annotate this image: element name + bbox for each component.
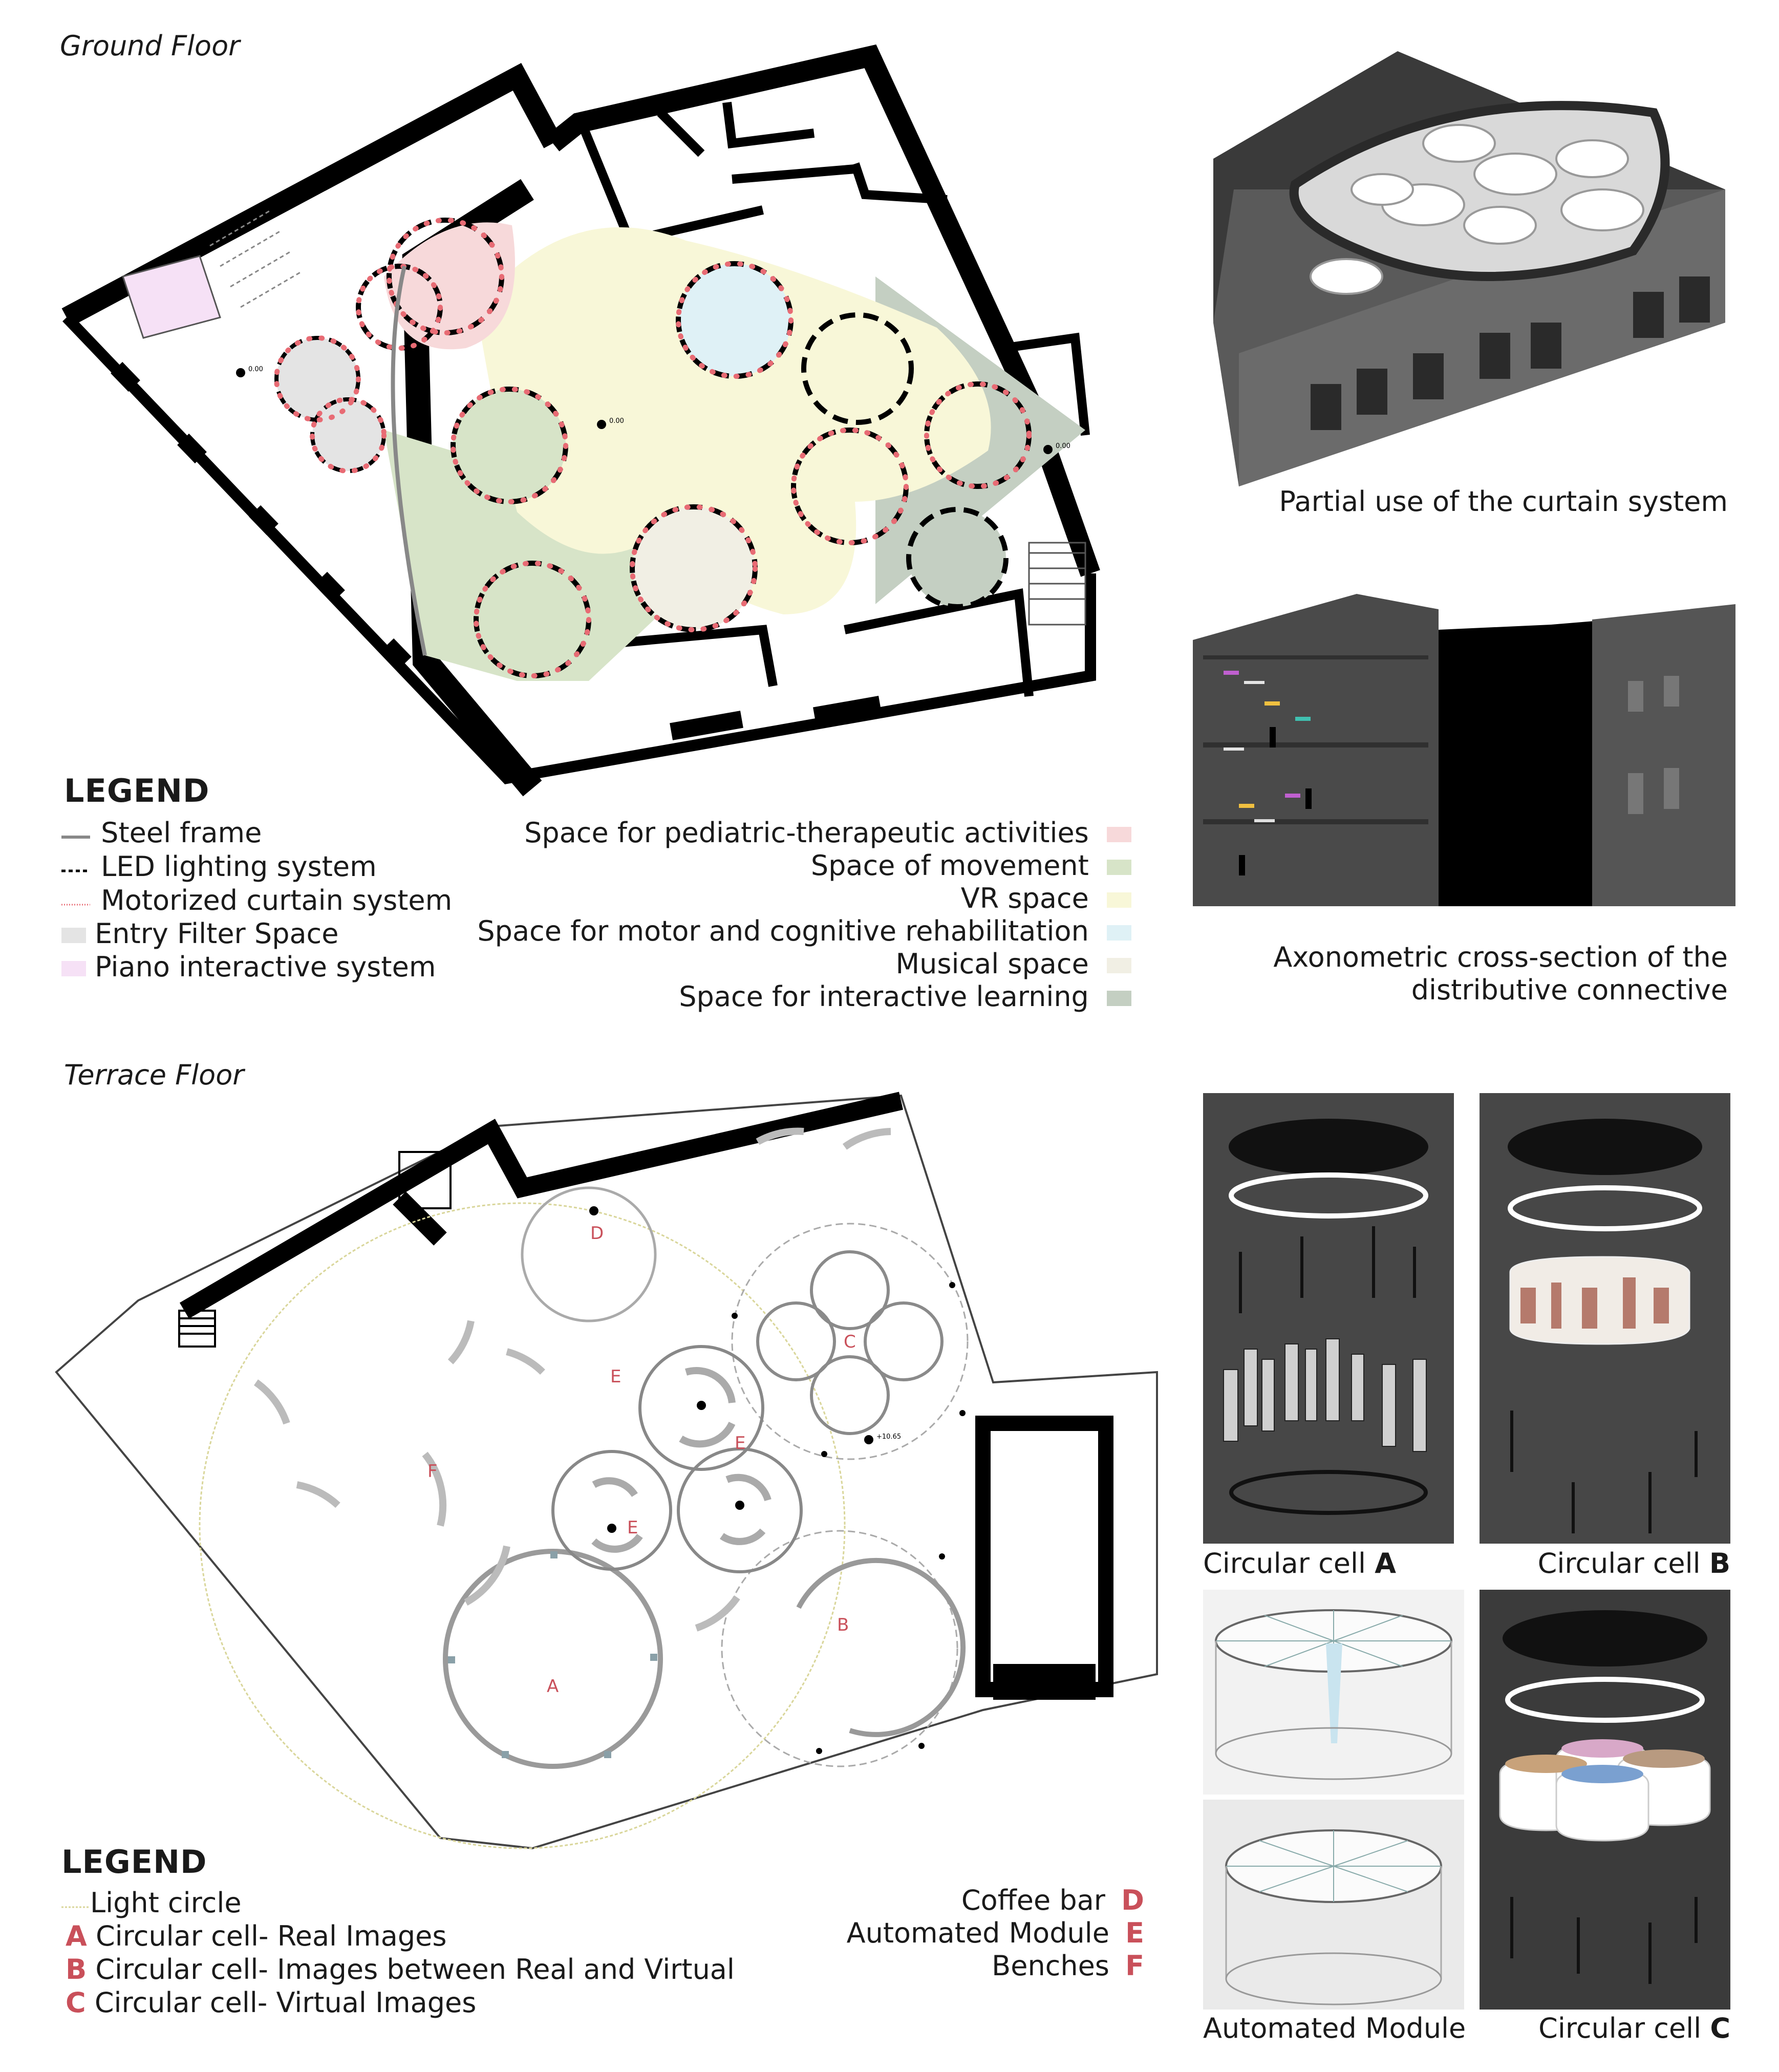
caption-partial-use: Partial use of the curtain system — [1279, 485, 1728, 518]
legend-label: Circular cell- Images between Real and Virtual — [95, 1953, 735, 1985]
legend-label: Circular cell- Real Images — [95, 1920, 447, 1952]
automated-module-render — [1203, 1590, 1464, 2010]
legend-letter: A — [66, 1920, 87, 1952]
caption-cell-c — [1538, 2012, 1730, 2044]
ground-level-mark-1: 0.00 — [248, 366, 263, 373]
caption-cell-a — [1203, 1547, 1396, 1579]
caption-letter: B — [1709, 1547, 1730, 1579]
legend-label: Steel frame — [101, 817, 262, 849]
legend-letter: F — [1125, 1950, 1144, 1982]
entry-filter-swatch — [61, 928, 86, 943]
legend-piano — [61, 951, 436, 984]
terrace-label-b: B — [837, 1615, 849, 1635]
ground-level-mark-3: 0.00 — [1056, 442, 1070, 450]
legend-cell-c — [66, 1986, 476, 2019]
terrace-level-mark: +10.65 — [876, 1433, 902, 1441]
legend-curtain — [61, 884, 452, 917]
curtain-swatch — [61, 900, 92, 910]
ground-floor-title: Ground Floor — [60, 30, 240, 62]
rehab-swatch — [1107, 925, 1131, 941]
vr-swatch — [1107, 892, 1131, 908]
legend-cell-b — [66, 1953, 735, 1986]
terrace-floor-plan — [51, 1085, 1177, 1859]
legend-automated-module — [847, 1917, 1144, 1950]
ground-floor-plan — [56, 41, 1172, 814]
caption-cell-b — [1538, 1547, 1730, 1579]
steel-frame-swatch — [61, 832, 92, 842]
terrace-label-e1: E — [610, 1366, 621, 1387]
legend-label: Motorized curtain system — [101, 884, 453, 916]
legend-label: Automated Module — [846, 1917, 1109, 1949]
legend-letter: B — [66, 1953, 87, 1985]
legend-benches — [847, 1950, 1144, 1982]
legend-rehab — [477, 915, 1131, 948]
terrace-label-d: D — [590, 1223, 604, 1244]
light-circle-swatch — [61, 1902, 90, 1912]
terrace-label-c: C — [844, 1332, 856, 1352]
legend-label: Space of movement — [810, 849, 1089, 882]
legend-label: Space for motor and cognitive rehabilitation — [477, 915, 1089, 947]
legend-label: Benches — [992, 1950, 1109, 1982]
legend-pediatric — [477, 817, 1131, 849]
terrace-legend-right — [847, 1884, 1144, 1982]
legend-label: Space for pediatric-therapeutic activities — [524, 817, 1089, 849]
terrace-floor-title: Terrace Floor — [64, 1059, 244, 1091]
terrace-label-e2: E — [735, 1433, 746, 1454]
led-swatch — [61, 866, 92, 876]
legend-label: VR space — [960, 882, 1089, 914]
legend-coffee-bar — [847, 1884, 1144, 1917]
cell-a-render — [1203, 1093, 1454, 1544]
pediatric-swatch — [1107, 827, 1131, 842]
legend-letter: E — [1125, 1917, 1144, 1949]
legend-letter: C — [66, 1986, 86, 2019]
legend-label: Piano interactive system — [95, 951, 436, 983]
caption-prefix: Circular cell — [1203, 1547, 1375, 1579]
legend-entry-filter — [61, 917, 338, 950]
legend-label: Space for interactive learning — [679, 980, 1089, 1013]
legend-movement — [477, 849, 1131, 882]
space-legend — [477, 817, 1131, 1013]
cell-c-render — [1480, 1590, 1730, 2010]
terrace-label-f: F — [427, 1461, 438, 1482]
legend-steel-frame — [61, 817, 262, 849]
movement-swatch — [1107, 860, 1131, 875]
caption-letter: C — [1710, 2012, 1730, 2044]
legend-cell-a — [66, 1920, 446, 1953]
legend-light-circle — [61, 1887, 242, 1919]
legend-musical — [477, 948, 1131, 980]
legend-label: Light circle — [90, 1887, 242, 1919]
caption-axonometric: Axonometric cross-section of the distributive connective — [1273, 941, 1728, 1006]
legend-label: LED lighting system — [101, 850, 377, 883]
terrace-legend-title: LEGEND — [61, 1843, 207, 1881]
caption-automated-module: Automated Module — [1203, 2012, 1466, 2044]
legend-vr — [477, 882, 1131, 915]
cell-b-render — [1480, 1093, 1730, 1544]
axonometric-render — [1193, 579, 1735, 906]
curtain-render — [1193, 36, 1735, 497]
legend-label: Coffee bar — [961, 1884, 1105, 1916]
piano-swatch — [61, 961, 86, 976]
caption-letter: A — [1375, 1547, 1396, 1579]
legend-learning — [477, 980, 1131, 1013]
legend-letter: D — [1121, 1884, 1144, 1916]
musical-swatch — [1107, 958, 1131, 973]
terrace-label-a: A — [547, 1676, 559, 1697]
caption-prefix: Circular cell — [1537, 1547, 1709, 1579]
caption-prefix: Circular cell — [1538, 2012, 1710, 2044]
legend-label: Entry Filter Space — [95, 917, 339, 950]
legend-led — [61, 850, 377, 883]
ground-level-mark-2: 0.00 — [609, 417, 624, 425]
legend-label: Musical space — [895, 948, 1089, 980]
ground-legend-title: LEGEND — [64, 772, 210, 809]
terrace-label-e3: E — [627, 1518, 638, 1538]
learning-swatch — [1107, 991, 1131, 1006]
legend-label: Circular cell- Virtual Images — [94, 1986, 477, 2019]
